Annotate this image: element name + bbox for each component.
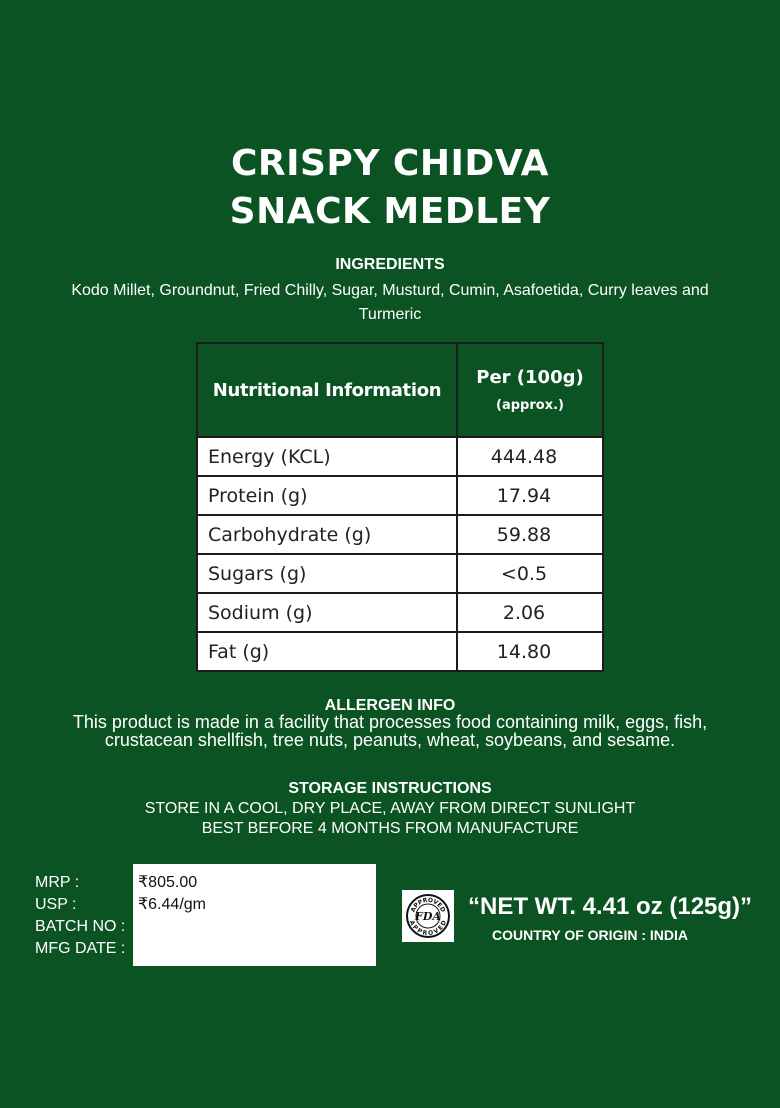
nutrition-header-row [197, 343, 603, 437]
nutrient-value: 59.88 [457, 515, 603, 554]
mrp-label: MRP : [35, 874, 80, 891]
country-of-origin: COUNTRY OF ORIGIN : INDIA [492, 927, 688, 943]
nutrition-table [196, 342, 604, 672]
nutrient-value: 444.48 [457, 437, 603, 476]
fda-seal-bottom-text: APPROVED [407, 919, 449, 938]
table-row [197, 593, 603, 632]
storage-heading: STORAGE INSTRUCTIONS [288, 780, 492, 797]
nutrient-value: 2.06 [457, 593, 603, 632]
nutrient-name: Energy (KCL) [197, 437, 457, 476]
usp-value: ₹6.44/gm [138, 896, 206, 913]
storage-text [60, 799, 720, 839]
nutrient-name: Sugars (g) [197, 554, 457, 593]
table-row [197, 515, 603, 554]
fda-seal-icon [402, 890, 454, 942]
table-row [197, 632, 603, 671]
storage-line1: STORE IN A COOL, DRY PLACE, AWAY FROM DIRECT SUNLIGHT [144, 800, 636, 817]
usp-label: USP : [35, 896, 77, 913]
batch-label: BATCH NO : [35, 918, 126, 935]
storage-line2: BEST BEFORE 4 MONTHS FROM MANUFACTURE [201, 820, 579, 837]
allergen-text: This product is made in a facility that processes food containing milk, eggs, fish, crustacean shellfish, tree nuts, peanuts, wheat, soybeans, and sesame. [72, 712, 708, 750]
nutrition-header-per [457, 343, 603, 437]
mfg-label: MFG DATE : [35, 940, 126, 957]
product-title [0, 140, 780, 236]
net-weight: “NET WT. 4.41 oz (125g)” [468, 893, 753, 920]
pricing-box [133, 864, 376, 966]
product-title-line2: SNACK MEDLEY [229, 191, 551, 232]
table-row [197, 476, 603, 515]
nutrient-name: Protein (g) [197, 476, 457, 515]
table-row [197, 437, 603, 476]
nutrient-value: 14.80 [457, 632, 603, 671]
allergen-heading: ALLERGEN INFO [324, 697, 456, 714]
mrp-value: ₹805.00 [138, 874, 198, 891]
nutrient-name: Carbohydrate (g) [197, 515, 457, 554]
nutrition-header-label: Nutritional Information [197, 343, 457, 437]
ingredients-text: Kodo Millet, Groundnut, Fried Chilly, Sugar, Musturd, Cumin, Asafoetida, Curry leaves and Turmeric [71, 282, 709, 323]
product-title-line1: CRISPY CHIDVA [230, 143, 550, 184]
nutrient-name: Sodium (g) [197, 593, 457, 632]
table-row [197, 554, 603, 593]
nutrient-value: 17.94 [457, 476, 603, 515]
fda-seal-top-text: APPROVED [409, 896, 447, 914]
nutrition-header-per-text: Per (100g) [476, 367, 584, 388]
nutrient-name: Fat (g) [197, 632, 457, 671]
ingredients-heading: INGREDIENTS [335, 256, 445, 273]
fda-approved-icon [402, 890, 454, 942]
nutrition-header-approx: (approx.) [496, 398, 564, 413]
pricing-labels [35, 872, 125, 960]
nutrient-value: <0.5 [457, 554, 603, 593]
fda-seal-mid-text: FDA [415, 910, 441, 923]
